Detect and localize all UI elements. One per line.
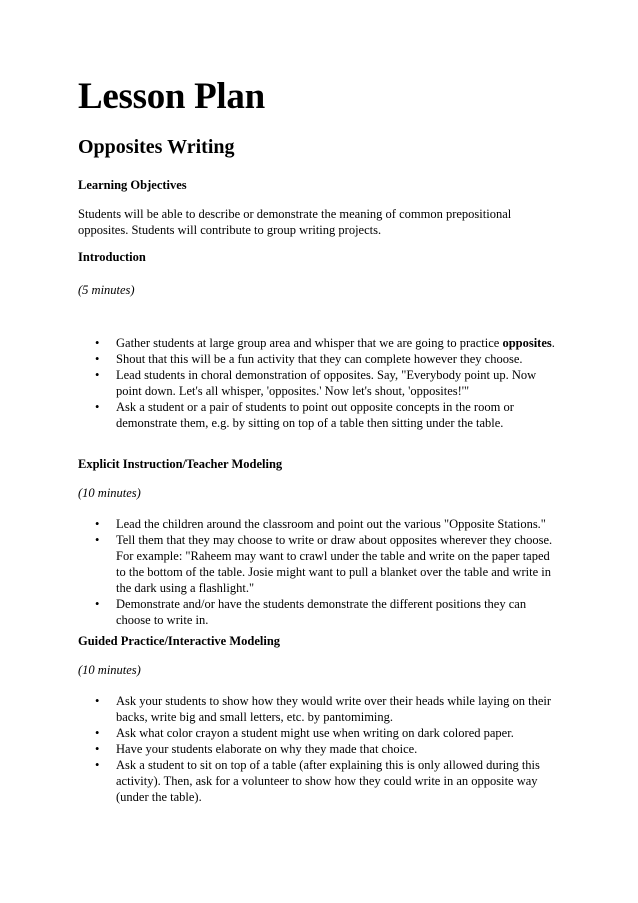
list-item: • Ask your students to show how they would write over their heads while laying on their backs, write big and small letters, etc. by pantomiming.	[78, 693, 558, 725]
list-item: • Demonstrate and/or have the students demonstrate the different positions they can choose to write in.	[78, 596, 558, 628]
list-item: • Ask a student to sit on top of a table (after explaining this is only allowed during this activity). Then, ask for a volunteer to show how they could write in an opposite way (under the table).	[78, 757, 558, 805]
list-item	[78, 335, 558, 351]
list-item: • Shout that this will be a fun activity that they can complete however they choose.	[78, 351, 558, 367]
learning-objectives-heading: Learning Objectives	[78, 178, 187, 192]
list-item: • Ask a student or a pair of students to point out opposite concepts in the room or demonstrate them, e.g. by sitting on top of a table then sitting under the table.	[78, 399, 558, 431]
page-subtitle: Opposites Writing	[78, 136, 235, 158]
introduction-duration: (5 minutes)	[78, 283, 135, 297]
guided-practice-list	[78, 693, 558, 805]
list-item: • Ask what color crayon a student might use when writing on dark colored paper.	[78, 725, 558, 741]
list-item: • Have your students elaborate on why they made that choice.	[78, 741, 558, 757]
list-item-emphasis: opposites	[502, 336, 552, 350]
learning-objectives-text: Students will be able to describe or demonstrate the meaning of common prepositional opposites. Students will contribute to group writing projects.	[78, 207, 512, 237]
guided-practice-duration: (10 minutes)	[78, 663, 141, 677]
guided-practice-heading: Guided Practice/Interactive Modeling	[78, 634, 281, 648]
explicit-instruction-duration: (10 minutes)	[78, 486, 141, 500]
explicit-instruction-heading: Explicit Instruction/Teacher Modeling	[78, 457, 283, 471]
introduction-heading: Introduction	[78, 250, 146, 264]
list-item: • Tell them that they may choose to write or draw about opposites wherever they choose. For example: "Raheem may want to crawl under the table and write on the paper taped to the bottom of the table. Josie might want to pull a blanket over the table and write in the dark using a flashlight."	[78, 532, 558, 596]
list-item-text: .	[551, 336, 555, 350]
list-item: • Lead the children around the classroom and point out the various "Opposite Stations."	[78, 516, 558, 532]
list-item: • Lead students in choral demonstration of opposites. Say, "Everybody point up. Now point down. Let's all whisper, 'opposites.' Now let's shout, 'opposites!'"	[78, 367, 558, 399]
list-item-text: Gather students at large group area and whisper that we are going to practice	[116, 336, 503, 350]
explicit-instruction-list	[78, 516, 558, 628]
introduction-list	[78, 335, 558, 431]
page-title: Lesson Plan	[78, 76, 265, 117]
